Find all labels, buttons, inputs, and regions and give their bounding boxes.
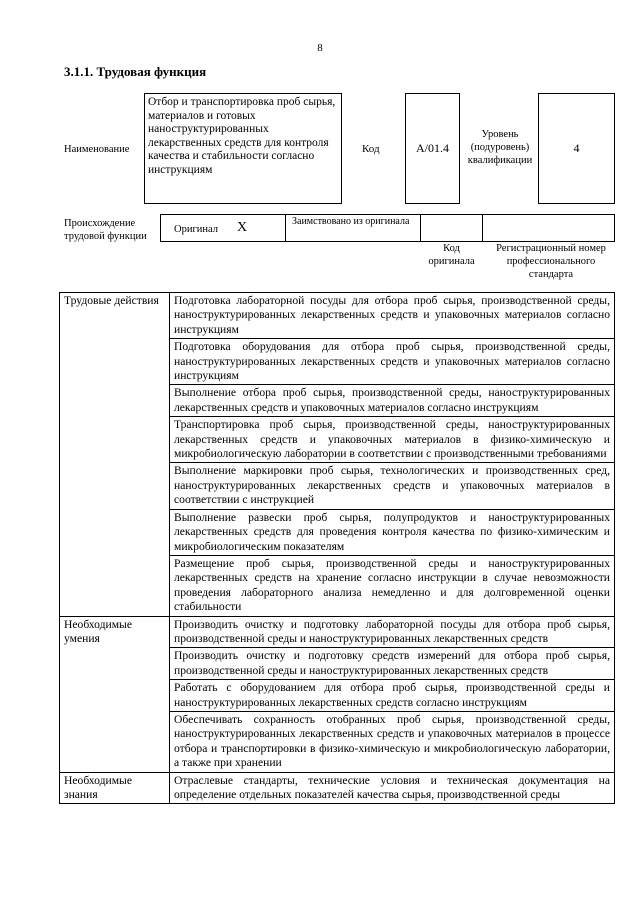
- row-text: Выполнение отбора проб сырья, производственной среды, наноструктурированных лекарственных средств и упаковочных материалов согласно инструкциям: [170, 385, 615, 417]
- row-text: Отраслевые стандарты, технические условия и техническая документация на определение отдельных показателей качества сырья, производственной среды: [170, 772, 615, 804]
- section-heading: 3.1.1. Трудовая функция: [64, 64, 207, 79]
- table-row: [60, 616, 615, 648]
- row-text: Производить очистку и подготовку средств измерений для отбора проб сырья, производственной среды и наноструктурированных лекарственных средств: [170, 648, 615, 680]
- code-original-label: Код оригинала: [428, 243, 475, 267]
- table-row: [60, 293, 615, 339]
- original-cell: [160, 214, 286, 242]
- original-mark: X: [237, 220, 248, 235]
- row-text: Транспортировка проб сырья, производственной среды, наноструктурированных лекарственных средств и упаковочных материалов в физико-химическую и микробиологическую лаборатории в соответствии с производственными требованиями: [170, 417, 615, 463]
- reg-number-cell: [482, 214, 615, 242]
- function-details-table: [59, 292, 615, 804]
- origin-label: Происхождение трудовой функции: [64, 218, 147, 242]
- section-label: Трудовые действия: [60, 293, 170, 617]
- page-number: 8: [317, 42, 323, 54]
- section-label: Необходимые умения: [60, 616, 170, 772]
- borrowed-label: Заимствовано из оригинала: [292, 216, 410, 227]
- row-text: Подготовка лабораторной посуды для отбора проб сырья, производственной среды, наноструктурированных лекарственных средств и упаковочных материалов согласно инструкциям: [170, 293, 615, 339]
- row-text: Размещение проб сырья, производственной среды и наноструктурированных лекарственных средств на хранение согласно инструкции в случае невозможности проведения лабораторного анализа немедленно и для долговременной оценки стабильности: [170, 555, 615, 616]
- row-text: Выполнение развески проб сырья, полупродуктов и наноструктурированных лекарственных средств для проведения контроля качества по физико-химическим и микробиологическим показателям: [170, 509, 615, 555]
- row-text: Обеспечивать сохранность отобранных проб сырья, производственной среды, наноструктурированных лекарственных средств и упаковочных материалов в процессе отбора и транспортировки в физико-химическую и микробиологическую лаборатории, а также при хранении: [170, 711, 615, 772]
- row-text: Работать с оборудованием для отбора проб сырья, производственной среды и наноструктурированных лекарственных средств согласно инструкциям: [170, 680, 615, 712]
- name-label: Наименование: [64, 144, 130, 155]
- table-row: [60, 772, 615, 804]
- reg-number-label: Регистрационный номер профессионального стандарта: [496, 243, 606, 280]
- level-label: Уровень (подуровень) квалификации: [467, 129, 533, 166]
- code-value-box: [405, 93, 460, 204]
- level-value-box: [538, 93, 615, 204]
- code-label: Код: [362, 143, 380, 155]
- level-value: 4: [573, 141, 580, 155]
- function-title: Отбор и транспортировка проб сырья, материалов и готовых наноструктурированных лекарственных средств для контроля качества и стабильности согласно инструкциям: [144, 93, 342, 204]
- section-label: Необходимые знания: [60, 772, 170, 804]
- code-original-cell: [420, 214, 483, 242]
- table-body: [60, 293, 615, 804]
- original-label: Оригинал: [174, 224, 218, 235]
- row-text: Выполнение маркировки проб сырья, технологических и производственных сред, наноструктурированных лекарственных средств и упаковочных материалов в соответствии с инструкцией: [170, 463, 615, 509]
- code-value: A/01.4: [416, 141, 449, 155]
- borrowed-cell: [285, 214, 421, 242]
- row-text: Производить очистку и подготовку лабораторной посуды для отбора проб сырья, производственной среды и наноструктурированных лекарственных средств: [170, 616, 615, 648]
- row-text: Подготовка оборудования для отбора проб сырья, производственной среды, наноструктурированных лекарственных средств и упаковочных материалов согласно инструкциям: [170, 339, 615, 385]
